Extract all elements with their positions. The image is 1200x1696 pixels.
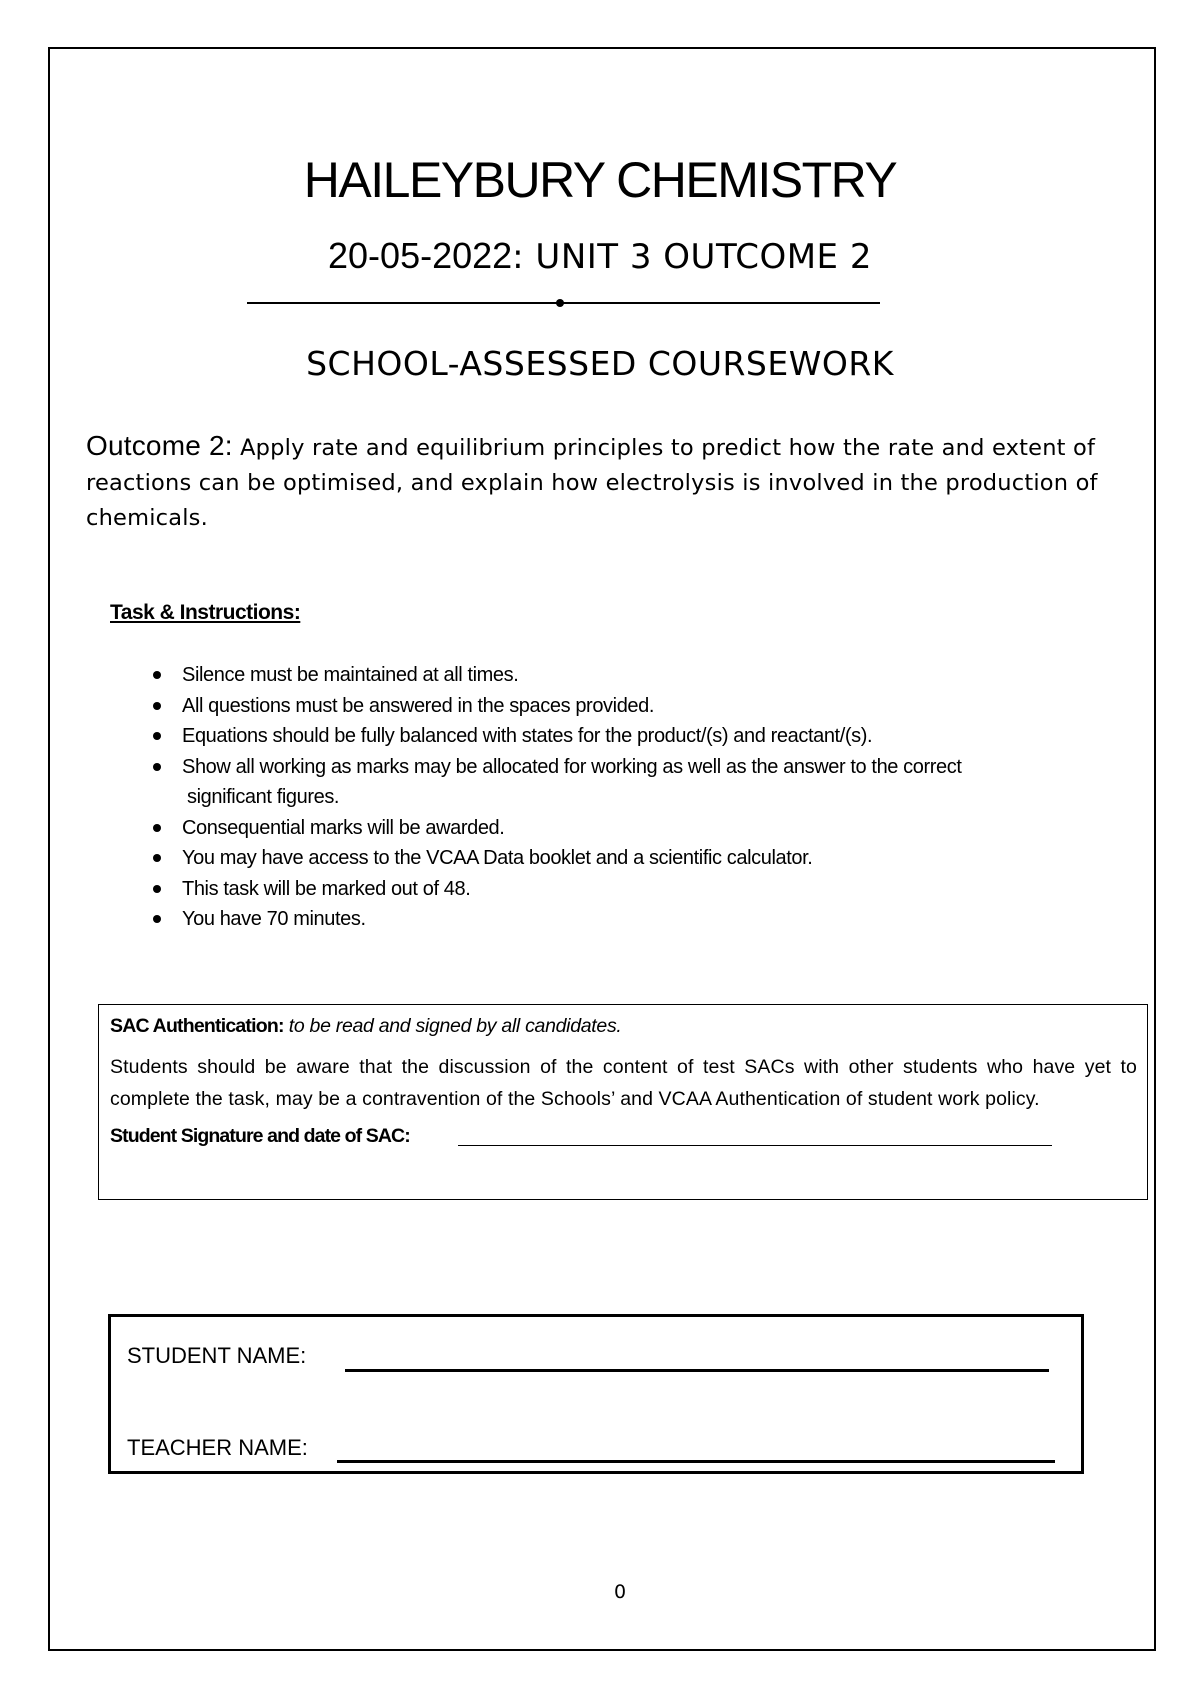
outcome-label: Outcome 2:	[86, 430, 233, 461]
authentication-subtitle: to be read and signed by all candidates.	[283, 1015, 622, 1037]
instruction-item: You may have access to the VCAA Data booklet and a scientific calculator.	[140, 843, 1100, 874]
student-name-colon: :	[300, 1343, 307, 1368]
instruction-item: All questions must be answered in the spaces provided.	[140, 691, 1100, 722]
instruction-item: You have 70 minutes.	[140, 904, 1100, 935]
authentication-title-line	[110, 1011, 1137, 1041]
student-name-label-text: STUDENT NAME	[127, 1343, 301, 1368]
instruction-item: Silence must be maintained at all times.	[140, 660, 1100, 691]
signature-label: Student Signature and date of SAC:	[110, 1125, 410, 1147]
authentication-body: Students should be aware that the discussion of the content of test SACs with other students who have yet to complete the task, may be a contravention of the Schools’ and VCAA Authentication of student work policy.	[110, 1056, 1137, 1110]
teacher-name-field[interactable]	[337, 1460, 1055, 1463]
signature-field[interactable]	[458, 1145, 1052, 1146]
instruction-text-continued: significant figures.	[187, 786, 340, 808]
sac-date: 20-05-2022	[328, 235, 513, 276]
document-title: HAILEYBURY CHEMISTRY	[303, 152, 897, 208]
instruction-list	[140, 660, 1100, 935]
divider-dot	[556, 299, 564, 307]
teacher-name-label: TEACHER NAME:	[127, 1435, 308, 1460]
instruction-item: This task will be marked out of 48.	[140, 874, 1100, 905]
task-heading: Task & Instructions:	[110, 601, 301, 624]
sac-authentication-box	[98, 1004, 1148, 1200]
student-name-field[interactable]	[345, 1369, 1049, 1372]
unit-outcome: : UNIT 3 OUTCOME 2	[512, 237, 872, 277]
instruction-item: Equations should be fully balanced with states for the product/(s) and reactant/(s).	[140, 721, 1100, 752]
outcome-text: Apply rate and equilibrium principles to predict how the rate and extent of reactions can be optimised, and explain how electrolysis is involved in the production of chemicals.	[86, 435, 1098, 531]
outcome-statement	[86, 428, 1126, 536]
document-subtitle	[0, 234, 1200, 279]
page-number: 0	[613, 1581, 627, 1603]
signature-row	[110, 1121, 1137, 1151]
instruction-item: Consequential marks will be awarded.	[140, 813, 1100, 844]
names-box	[108, 1314, 1084, 1474]
student-name-label	[127, 1343, 306, 1369]
instruction-item	[140, 752, 1100, 813]
instruction-text: Show all working as marks may be allocated for working as well as the answer to the correct	[182, 755, 962, 778]
assessment-type-heading: SCHOOL-ASSESSED COURSEWORK	[306, 344, 894, 383]
authentication-title: SAC Authentication:	[110, 1015, 284, 1037]
